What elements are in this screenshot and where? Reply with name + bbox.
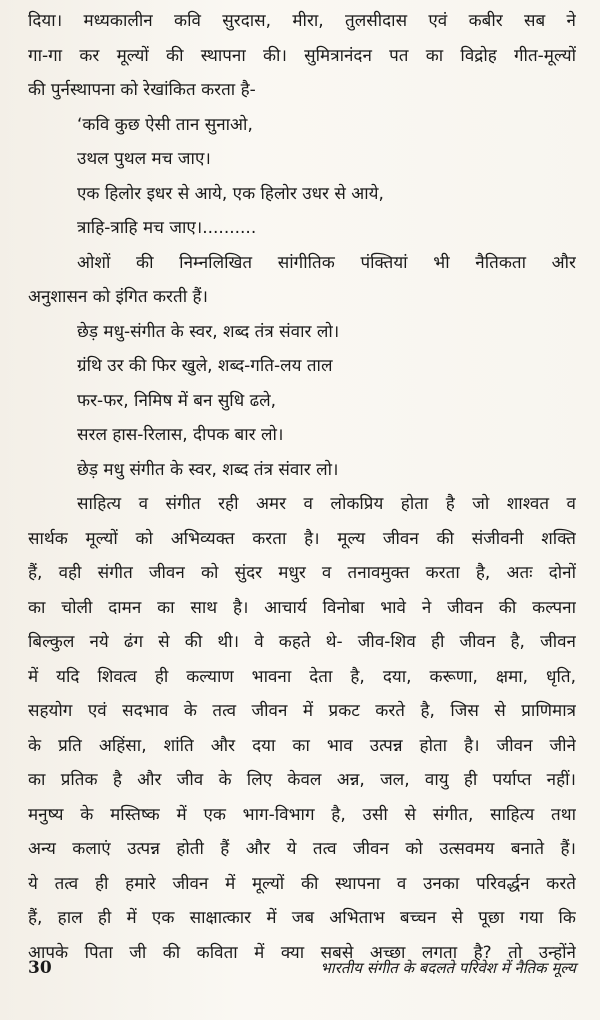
- text-line: दिया। मध्यकालीन कवि सुरदास, मीरा, तुलसीदास एवं कबीर सब ने: [28, 11, 576, 31]
- text-line: आपके पिता जी की कविता में क्या सबसे अच्छा लगता है? तो उन्होंने: [28, 942, 576, 963]
- text-line: ये तत्व ही हमारे जीवन में मूल्यों की स्थापना व उनका परिवर्द्धन करते: [28, 873, 576, 894]
- running-title: भारतीय संगीत के बदलते परिवेश में नैतिक मूल्य: [320, 959, 576, 977]
- paragraph-start: ओशों की निम्नलिखित सांगीतिक पंक्तियां भी नैतिकता और: [77, 252, 576, 273]
- verse-line: फर-फर, निमिष में बन सुधि ढले,: [77, 390, 277, 411]
- text-line: बिल्कुल नये ढंग से की थी। वे कहते थे- जीव-शिव ही जीवन है, जीवन: [28, 632, 576, 652]
- text-line: हैं, हाल ही में एक साक्षात्कार में जब अभिताभ बच्चन से पूछा गया कि: [28, 908, 576, 928]
- text-line: अनुशासन को इंगित करती हैं।: [28, 287, 208, 307]
- text-line: की पुर्नस्थापना को रेखांकित करता है-: [28, 80, 256, 100]
- text-line: का चोली दामन का साथ है। आचार्य विनोबा भावे ने जीवन की कल्पना: [28, 597, 576, 618]
- text-line: मनुष्य के मस्तिष्क में एक भाग-विभाग है, उसी से संगीत, साहित्य तथा: [28, 804, 576, 825]
- text-line: हैं, वही संगीत जीवन को सुंदर मधुर व तनावमुक्त करता है, अतः दोनों: [28, 563, 576, 583]
- verse-line: उथल पुथल मच जाए।: [77, 149, 211, 169]
- text-line: में यदि शिवत्व ही कल्याण भावना देता है, दया, करूणा, क्षमा, धृति,: [28, 666, 576, 687]
- page-footer: [28, 954, 576, 982]
- text-line: गा-गा कर मूल्यों की स्थापना की। सुमित्रानंदन पत का विद्रोह गीत-मूल्यों: [28, 45, 576, 66]
- text-line: का प्रतिक है और जीव के लिए केवल अन्न, जल, वायु ही पर्याप्त नहीं।: [28, 770, 576, 790]
- verse-line: छेड़ मधु-संगीत के स्वर, शब्द तंत्र संवार लो।: [77, 321, 340, 342]
- verse-line: एक हिलोर इधर से आये, एक हिलोर उधर से आये,: [77, 183, 384, 204]
- verse-line: छेड़ मधु संगीत के स्वर, शब्द तंत्र संवार लो।: [77, 459, 339, 480]
- body-text: [28, 4, 576, 970]
- text-line: सार्थक मूल्यों को अभिव्यक्त करता है। मूल्य जीवन की संजीवनी शक्ति: [28, 528, 576, 549]
- verse-line: ‘कवि कुछ ऐसी तान सुनाओ,: [77, 114, 253, 135]
- verse-line: सरल हास-रिलास, दीपक बार लो।: [77, 425, 284, 445]
- text-line: के प्रति अहिंसा, शांति और दया का भाव उत्पन्न होता है। जीवन जीने: [28, 735, 576, 756]
- text-line: अन्य कलाएं उत्पन्न होती हैं और ये तत्व जीवन को उत्सवमय बनाते हैं।: [28, 839, 576, 859]
- verse-line: ग्रंथि उर की फिर खुले, शब्द-गति-लय ताल: [77, 356, 333, 376]
- page-number: 30: [28, 958, 52, 978]
- paragraph-start: साहित्य व संगीत रही अमर व लोकप्रिय होता है जो शाश्वत व: [77, 494, 576, 514]
- text-line: सहयोग एवं सदभाव के तत्व जीवन में प्रकट करते है, जिस से प्राणिमात्र: [28, 701, 576, 721]
- verse-line: त्राहि-त्राहि मच जाए।..........: [77, 218, 257, 238]
